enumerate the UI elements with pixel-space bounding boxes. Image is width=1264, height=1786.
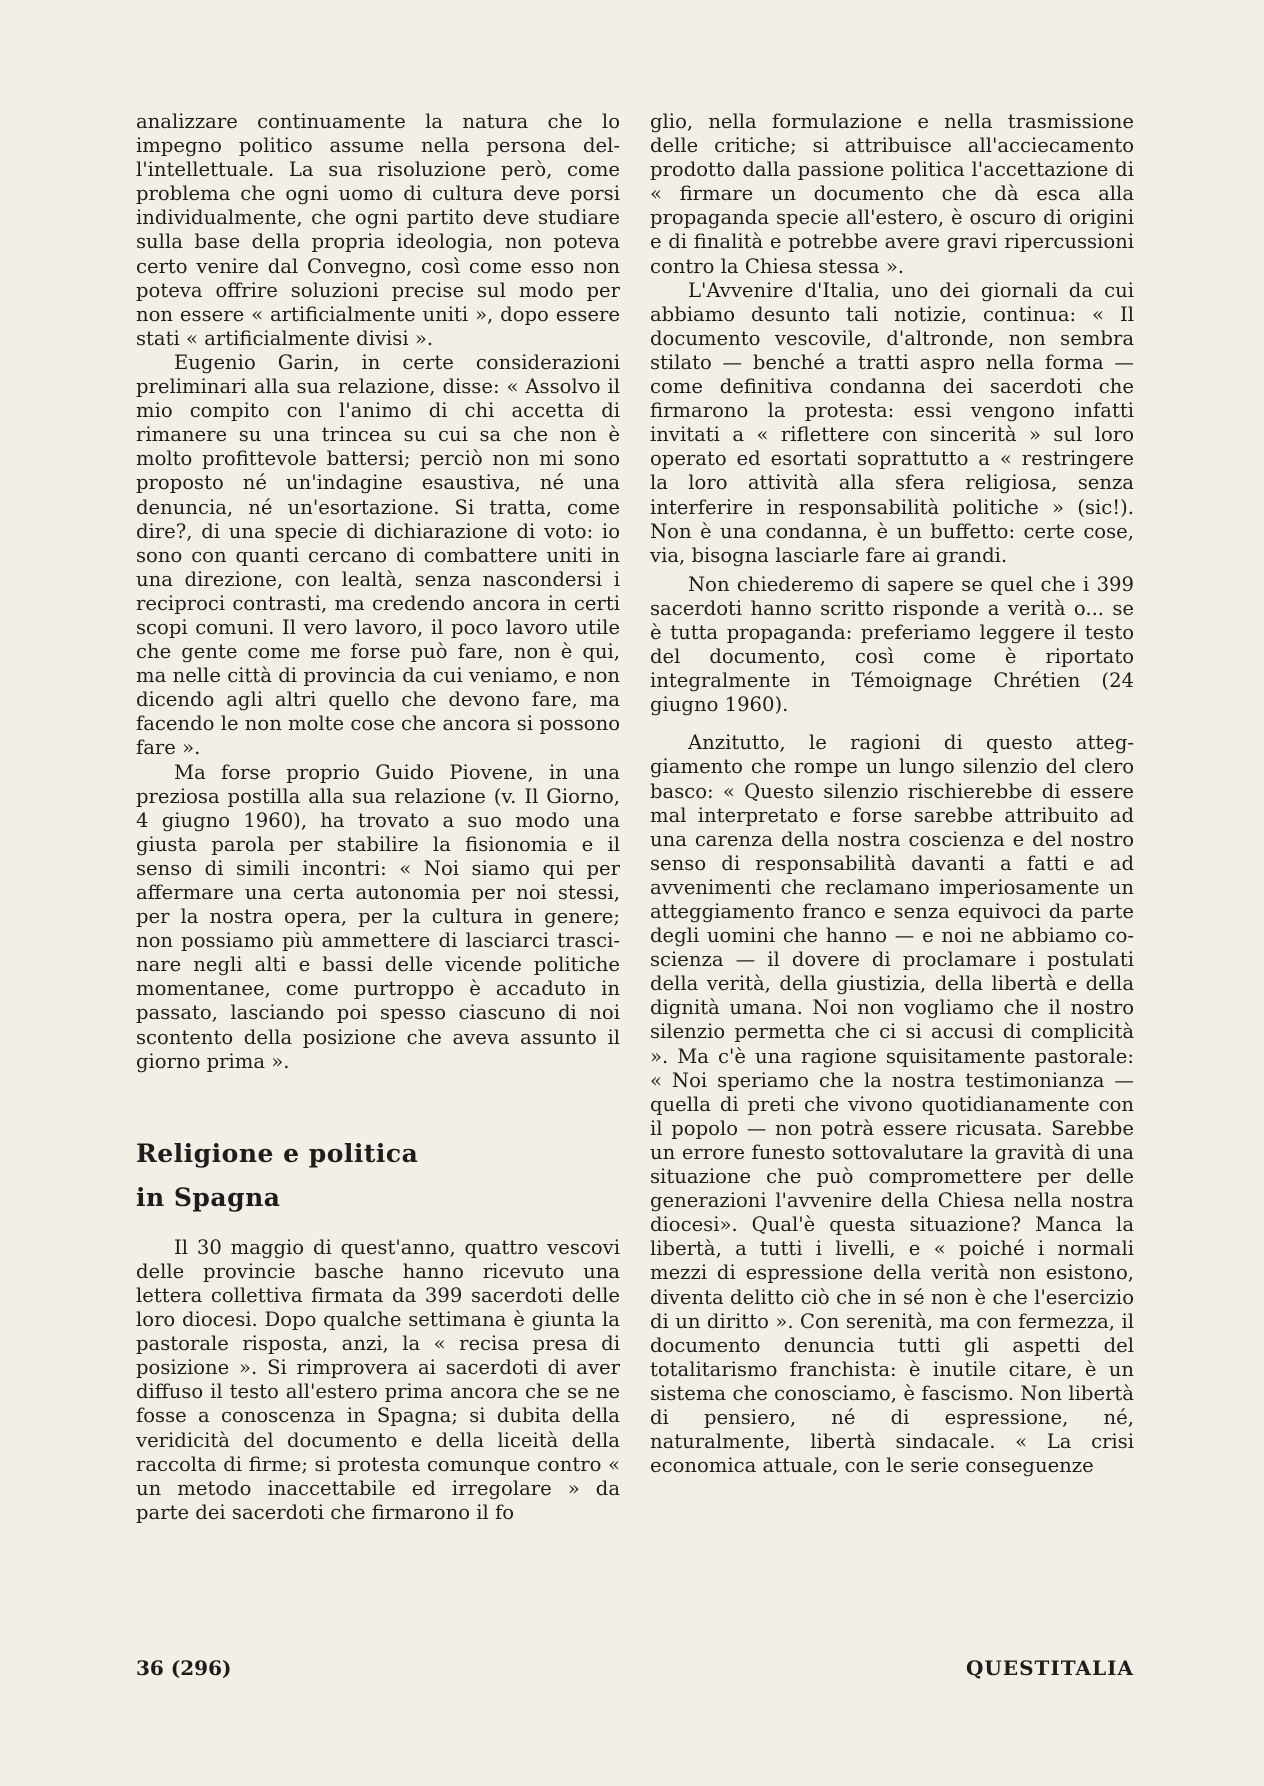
body-paragraph: Eugenio Garin, in certe considerazioni preliminari alla sua relazione, disse: « Assolvo il mio compito con l'animo di chi accetta di rimanere su una trincea su cui sa che non è molto profittevole battersi; perciò non mi sono proposto né un'indagine esaustiva, né una denuncia, né un'esortazione. Si tratta, come dire?, di una specie di dichiarazione di voto: io sono con quanti cercano di combattere uniti in una direzione, con lealtà, senza nascondersi i reciproci contrasti, ma credendo ancora in certi scopi comuni. Il vero lavoro, il poco lavoro utile che gente come me forse può fare, non è qui, ma nelle città di provincia da cui veniamo, e non dicendo agli altri quello che devono fare, ma facendo le non molte cose che ancora si possono fare ». <box>136 350 621 760</box>
section-heading-line: in Spagna <box>136 1182 281 1212</box>
body-paragraph: analizzare continuamente la natura che lo impegno politico assume nella persona dell'intellettuale. La sua risoluzione però, come problema che ogni uomo di cultura deve porsi individualmente, che ogni partito deve studiare sulla base della propria ideologia, non poteva certo venire dal Convegno, così come esso non poteva offrire soluzioni precise sul modo per non essere « artificialmente uniti », dopo essere stati « artificialmente divisi ». <box>136 110 620 350</box>
running-title: QUESTITALIA <box>965 1656 1134 1680</box>
body-paragraph: Non chiederemo di sapere se quel che i 399 sacerdoti hanno scritto risponde a verità o... se è tutta propaganda: preferiamo leggere il testo del documento, così come è riportato integralmente in Témoignage Chrétien (24 giugno 1960). <box>650 572 1134 717</box>
body-paragraph: glio, nella formulazione e nella trasmissione delle critiche; si attribuisce all'acciecamento prodotto dalla passione politica l'accettazione di « firmare un documento che dà esca alla propaganda specie all'estero, è oscuro di origini e di finalità e potrebbe avere gravi ripercussioni contro la Chiesa stessa ». <box>650 110 1134 278</box>
left-column <box>136 110 620 1525</box>
section-heading-line: Religione e politica <box>136 1138 419 1168</box>
body-paragraph: Ma forse proprio Guido Piovene, in una preziosa postilla alla sua relazione (v. Il Giorno, 4 giugno 1960), ha trovato a suo modo una giusta parola per stabilire la fisionomia e il senso di simili incontri: « Noi siamo qui per affermare una certa autonomia per noi stessi, per la nostra opera, per la cultura in genere; non possiamo più ammettere di lasciarci trascinare negli alti e bassi delle vicende politiche momentanee, come purtroppo è accaduto in passato, lasciando poi spesso ciascuno di noi scontento della posizione che aveva assunto il giorno prima ». <box>136 760 620 1073</box>
body-paragraph: Anzitutto, le ragioni di questo atteggiamento che rompe un lungo silenzio del clero basco: « Questo silenzio rischierebbe di essere mal interpretato e forse sarebbe attribuito ad una carenza della nostra coscienza e del nostro senso di responsabilità davanti a fatti e ad avvenimenti che reclamano imperiosamente un atteggiamento franco e senza equivoci da parte degli uomini che hanno — e noi ne abbiamo coscienza — il dovere di proclamare i postulati della verità, della giustizia, della libertà e della dignità umana. Noi non vogliamo che il nostro silenzio permetta che ci si accusi di complicità ». Ma c'è una ragione squisitamente pastorale: « Noi speriamo che la nostra testimonianza — quella di preti che vivono quotidianamente con il popolo — non potrà essere ricusata. Sarebbe un errore funesto sottovalutare la gravità di una situazione che può compromettere per delle generazioni l'avvenire della Chiesa nella nostra diocesi». Qual'è questa situazione? Manca la libertà, a tutti i livelli, e « poiché i normali mezzi di espressione della verità non esistono, diventa delitto ciò che in sé non è che l'esercizio di un diritto ». Con serenità, ma con fermezza, il documento denuncia tutti gli aspetti del totalitarismo franchista: è inutile citare, è un sistema che conosciamo, è fascismo. Non libertà di pensiero, né di espressione, né, naturalmente, libertà sindacale. « La crisi economica attuale, con le serie conseguenze <box>650 731 1134 1478</box>
right-column <box>650 110 1134 1478</box>
section-heading <box>136 1132 620 1220</box>
page-number: 36 (296) <box>136 1656 232 1680</box>
body-paragraph: L'Avvenire d'Italia, uno dei giornali da cui abbiamo desunto tali notizie, continua: « Il documento vescovile, d'altronde, non sembra stilato — benché a tratti aspro nella forma — come definitiva condanna dei sacerdoti che firmarono la protesta: essi vengono infatti invitati a « riflettere con sincerità » sul loro operato ed esortati soprattutto a « restringere la loro attività alla sfera religiosa, senza interferire in responsabilità politiche » (sic!). Non è una condanna, è un buffetto: certe cose, via, bisogna lasciarle fare ai grandi. <box>650 278 1134 567</box>
body-paragraph: Il 30 maggio di quest'anno, quattro vescovi delle provincie basche hanno ricevuto una lettera collettiva firmata da 399 sacerdoti delle loro diocesi. Dopo qualche settimana è giunta la pastorale risposta, anzi, la « recisa presa di posizione ». Si rimprovera ai sacerdoti di aver diffuso il testo all'estero prima ancora che se ne fosse a conoscenza in Spagna; si dubita della veridicità del documento e della liceità della raccolta di firme; si protesta comunque contro « un metodo inaccettabile ed irregolare » da parte dei sacerdoti che firmarono il fo <box>136 1235 620 1524</box>
